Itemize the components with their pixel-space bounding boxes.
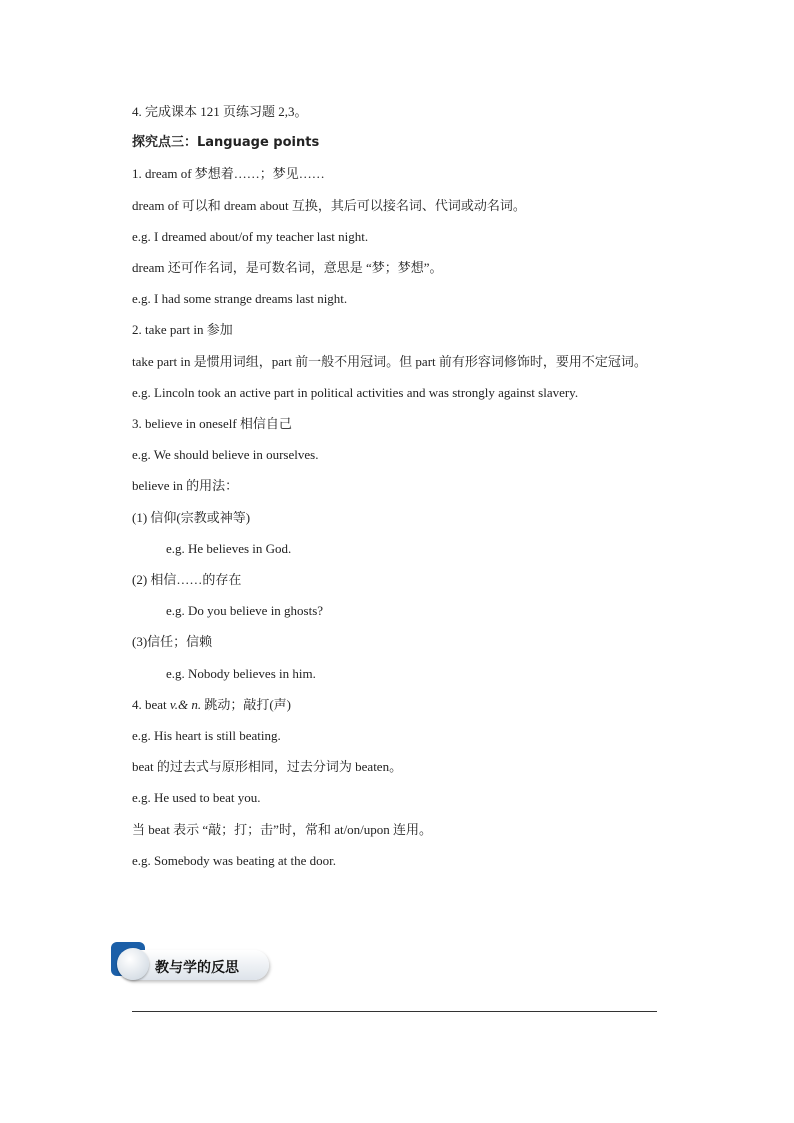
usage-item-3: (3)信任；信赖 [132,634,213,650]
example-line: e.g. I dreamed about/of my teacher last night. [132,228,369,244]
point-4-word: 4. beat [132,696,170,712]
point-1-text: dream of 可以和 dream about 互换，其后可以接名词、代词或动名词。 [132,197,526,213]
example-line: e.g. Nobody believes in him. [166,665,316,681]
point-4-heading [132,689,662,720]
point-2-heading: 2. take part in 参加 [132,322,233,338]
example-line: e.g. We should believe in ourselves. [132,447,319,463]
reflection-section-badge [111,942,271,982]
document-body [132,96,662,876]
usage-item-1: (1) 信仰(宗教或神等) [132,509,251,525]
reflection-title: 教与学的反思 [155,960,239,976]
answer-line [132,1011,657,1012]
example-line: e.g. Lincoln took an active part in political activities and was strongly against slavery. [132,384,579,400]
example-line: e.g. Somebody was beating at the door. [132,852,336,868]
example-line: e.g. His heart is still beating. [132,728,281,744]
section-heading: 探究点三：Language points [132,135,320,151]
point-2-text: take part in 是惯用词组，part 前一般不用冠词。但 part 前有形容词修饰时，要用不定冠词。 [132,353,647,369]
exercise-line: 4. 完成课本 121 页练习题 2,3。 [132,104,308,119]
example-line: e.g. He used to beat you. [132,790,261,806]
point-1-heading: 1. dream of 梦想着……；梦见…… [132,166,325,182]
badge-circle-icon [117,948,149,980]
point-4-meaning: 跳动；敲打(声) [201,696,291,712]
usage-heading: believe in 的用法： [132,478,239,494]
usage-item-2: (2) 相信……的存在 [132,572,242,588]
point-4-note: beat 的过去式与原形相同，过去分词为 beaten。 [132,759,403,775]
example-line: e.g. Do you believe in ghosts? [166,603,324,619]
example-line: e.g. I had some strange dreams last night. [132,291,348,307]
point-4-usage: 当 beat 表示 “敲；打；击”时，常和 at/on/upon 连用。 [132,821,433,837]
example-line: e.g. He believes in God. [166,540,292,556]
point-1-note: dream 还可作名词，是可数名词，意思是 “梦；梦想”。 [132,260,443,276]
point-3-heading: 3. believe in oneself 相信自己 [132,416,292,432]
part-of-speech: v.& n. [169,696,202,712]
